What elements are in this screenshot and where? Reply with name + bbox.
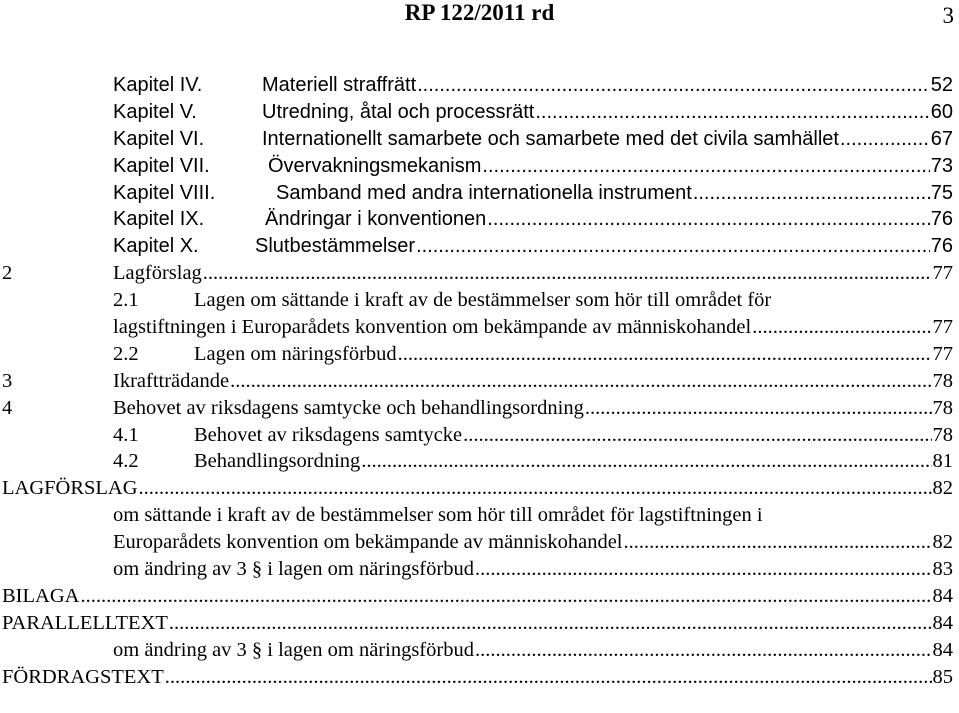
toc-entry-number: 2.1	[113, 289, 139, 312]
toc-entry-number: 4.1	[113, 423, 139, 446]
toc-entry-page-number: 82	[932, 477, 953, 500]
toc-leader-dots	[203, 260, 932, 287]
toc-entry-page-number: 73	[930, 154, 953, 177]
toc-leader-dots	[475, 556, 932, 583]
toc-leader-dots	[417, 72, 930, 99]
toc-entry[interactable]	[0, 502, 959, 529]
toc-entry-page-number: 83	[932, 558, 953, 581]
toc-entry[interactable]	[0, 341, 959, 368]
toc-leader-dots	[693, 180, 930, 207]
toc-leader-dots	[416, 233, 930, 260]
toc-entry-title: Lagen om näringsförbud	[194, 342, 397, 365]
toc-entry-page-number: 78	[932, 423, 953, 446]
toc-leader-dots	[585, 395, 932, 422]
toc-entry-title: Lagen om sättande i kraft av de bestämmelser som hör till området för	[194, 289, 772, 312]
toc-entry-number: 2	[2, 262, 13, 285]
toc-entry[interactable]	[0, 314, 959, 341]
toc-entry[interactable]	[0, 395, 959, 422]
toc-entry-title: om ändring av 3 § i lagen om näringsförbud	[113, 638, 474, 661]
toc-leader-dots	[487, 206, 929, 233]
toc-entry[interactable]	[0, 153, 959, 180]
toc-entry[interactable]	[0, 529, 959, 556]
toc-leader-dots	[165, 664, 932, 691]
toc-entry-number: Kapitel VIII.	[113, 181, 216, 204]
toc-entry[interactable]	[0, 556, 959, 583]
toc-entry-page-number: 67	[930, 127, 953, 150]
toc-entry[interactable]	[0, 99, 959, 126]
toc-entry-number: 3	[2, 369, 13, 392]
toc-entry-title: om sättande i kraft av de bestämmelser som hör till området för lagstiftningen i	[113, 504, 763, 527]
toc-entry-title: BILAGA	[2, 584, 80, 607]
toc-leader-dots	[752, 314, 931, 341]
toc-entry-title: Internationellt samarbete och samarbete med det civila samhället	[262, 127, 839, 150]
toc-entry-page-number: 82	[932, 531, 953, 554]
page-number: 3	[942, 3, 954, 28]
toc-entry[interactable]	[0, 260, 959, 287]
toc-entry-title: Europarådets konvention om bekämpande av människohandel	[113, 531, 623, 554]
toc-entry[interactable]	[0, 448, 959, 475]
toc-entry[interactable]	[0, 583, 959, 610]
toc-entry[interactable]	[0, 72, 959, 99]
toc-entry-page-number: 75	[930, 181, 953, 204]
toc-entry-title: lagstiftningen i Europarådets konvention om bekämpande av människohandel	[113, 316, 752, 339]
toc-entry-title: Utredning, åtal och processrätt	[262, 100, 535, 123]
toc-entry[interactable]	[0, 664, 959, 691]
toc-entry-title: Lagförslag	[113, 262, 202, 285]
toc-entry-title: Ändringar i konventionen	[265, 208, 487, 231]
toc-leader-dots	[139, 475, 932, 502]
table-of-contents	[0, 72, 959, 690]
toc-entry[interactable]	[0, 610, 959, 637]
document-header-title: RP 122/2011 rd	[404, 0, 555, 25]
toc-entry-number: 4	[2, 396, 13, 419]
toc-entry-title: Materiell straffrätt	[262, 74, 417, 96]
toc-entry-page-number: 52	[930, 74, 953, 96]
toc-entry-page-number: 60	[930, 100, 953, 123]
toc-entry-title: Ikraftträdande	[113, 369, 230, 392]
toc-entry[interactable]	[0, 368, 959, 395]
toc-entry-page-number: 76	[930, 208, 953, 231]
toc-leader-dots	[535, 99, 929, 126]
toc-leader-dots	[463, 422, 931, 449]
toc-entry[interactable]	[0, 422, 959, 449]
toc-leader-dots	[840, 126, 930, 153]
toc-leader-dots	[398, 341, 932, 368]
toc-leader-dots	[230, 368, 931, 395]
toc-entry[interactable]	[0, 206, 959, 233]
toc-entry-page-number: 81	[932, 450, 953, 473]
toc-entry-title: Behovet av riksdagens samtycke och behandlingsordning	[113, 396, 584, 419]
toc-entry-title: PARALLELLTEXT	[2, 611, 168, 634]
toc-entry-page-number: 78	[932, 396, 953, 419]
toc-entry-number: Kapitel IV.	[113, 74, 203, 96]
toc-entry-number: 2.2	[113, 342, 139, 365]
toc-entry[interactable]	[0, 637, 959, 664]
toc-entry[interactable]	[0, 233, 959, 260]
toc-entry-page-number: 77	[932, 262, 953, 285]
toc-entry-page-number: 85	[932, 665, 953, 688]
toc-entry-title: Behandlingsordning	[194, 450, 361, 473]
toc-entry-page-number: 84	[932, 611, 953, 634]
toc-entry[interactable]	[0, 475, 959, 502]
toc-entry-number: Kapitel X.	[113, 235, 199, 258]
toc-entry-page-number: 78	[932, 369, 953, 392]
toc-leader-dots	[169, 610, 932, 637]
toc-entry-number: Kapitel V.	[113, 100, 197, 123]
toc-leader-dots	[80, 583, 931, 610]
toc-entry-title: Behovet av riksdagens samtycke	[194, 423, 463, 446]
toc-entry-page-number: 77	[932, 316, 953, 339]
toc-entry-page-number: 84	[932, 584, 953, 607]
toc-entry[interactable]	[0, 126, 959, 153]
toc-entry-title: FÖRDRAGSTEXT	[2, 665, 164, 688]
toc-entry[interactable]	[0, 287, 959, 314]
toc-entry-number: Kapitel VII.	[113, 154, 210, 177]
toc-leader-dots	[482, 153, 929, 180]
toc-leader-dots	[361, 448, 931, 475]
toc-leader-dots	[475, 637, 932, 664]
toc-entry[interactable]	[0, 180, 959, 207]
toc-entry-title: LAGFÖRSLAG	[2, 477, 138, 500]
toc-leader-dots	[624, 529, 932, 556]
toc-entry-number: Kapitel IX.	[113, 208, 205, 231]
toc-entry-page-number: 76	[930, 235, 953, 258]
toc-entry-page-number: 84	[932, 638, 953, 661]
toc-entry-title: Samband med andra internationella instrument	[276, 181, 692, 204]
toc-entry-title: om ändring av 3 § i lagen om näringsförbud	[113, 558, 474, 581]
toc-entry-title: Slutbestämmelser	[255, 235, 416, 258]
toc-entry-page-number: 77	[932, 342, 953, 365]
toc-entry-number: Kapitel VI.	[113, 127, 205, 150]
toc-entry-title: Övervakningsmekanism	[268, 154, 482, 177]
toc-entry-number: 4.2	[113, 450, 139, 473]
